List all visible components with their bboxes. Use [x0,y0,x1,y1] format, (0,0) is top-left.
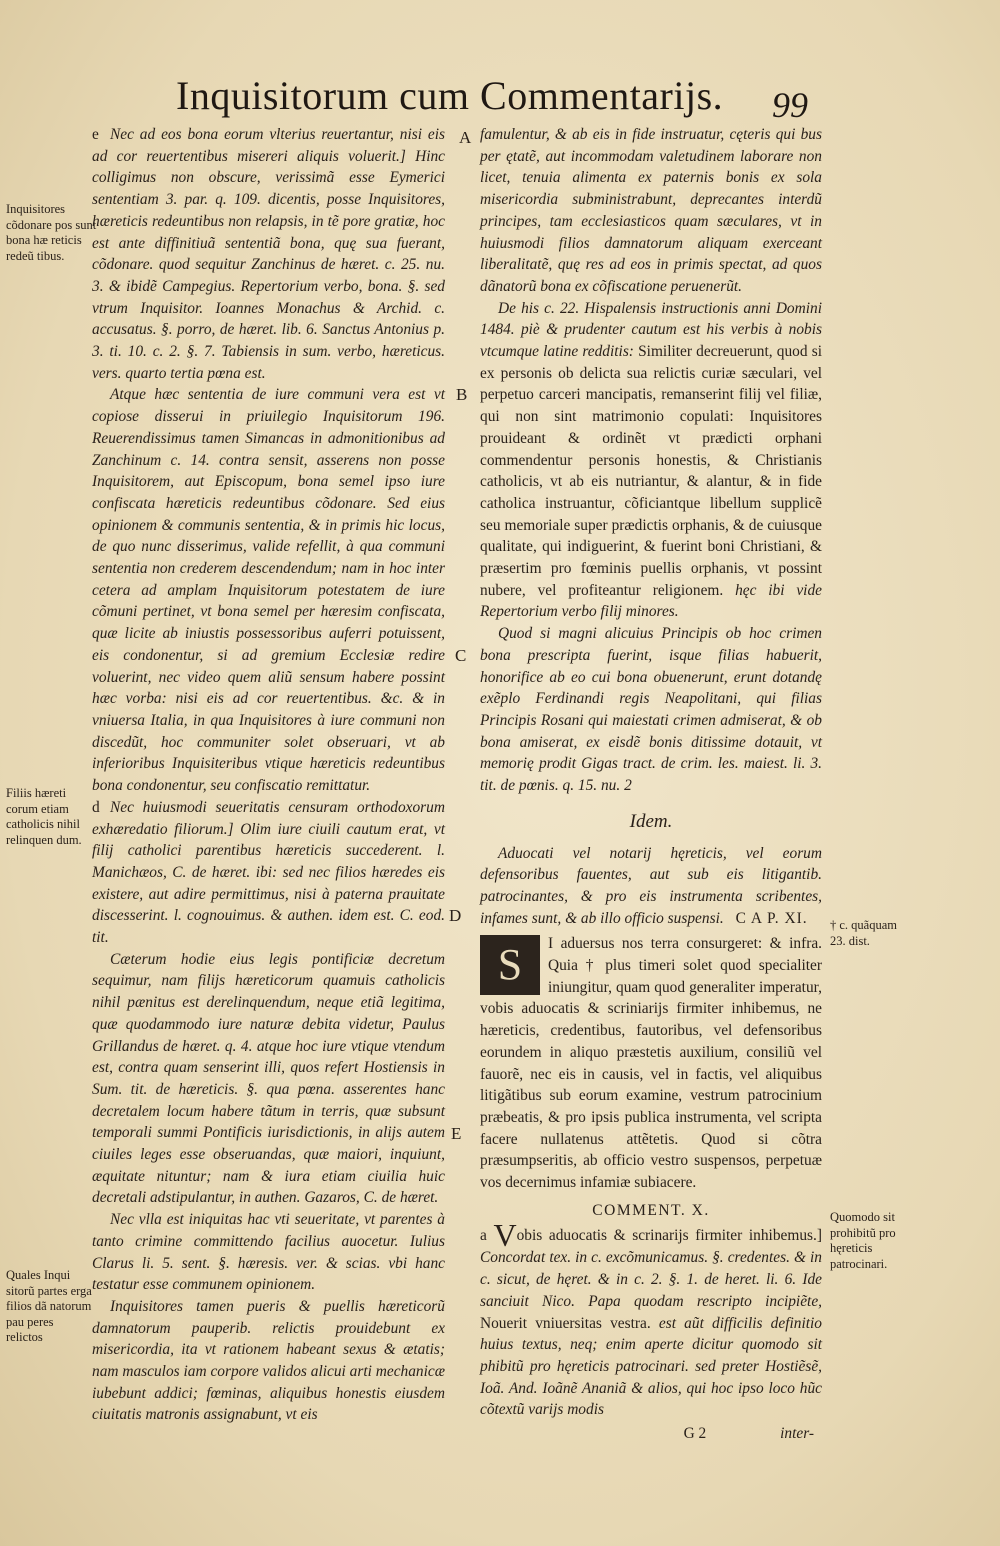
paragraph: Atque hæc sententia de iure communi vera est vt copiose disserui in priuilegio Inquisitorum 196. Reuerendissimus tamen Simancas in admonitionibus ad Zanchinum c. 14. contra sensit, asserens non posse Inquisitorem, aut Episcopum, bona semel ipso iure confiscata hæreticis redeuntibus cõdonare. Sed eius opinionem & communis sententia, & in primis hic locus, de quo nunc disserimus, valide refellit, à qua communi sententia non crederem descendendum; nam in hoc inter cetera ad amplam Inquisitorum potestatem de iure cõmuni pertinet, vt bona semel per hæresim confiscata, quæ licite ab iniustis possessoribus auferri potuissent, eis condonentur, si ad gremium Ecclesiæ redire voluerint, nec video quem aliũ sensum habere possint hæc vorba: nisi eis ad cor reuertentibus. &c. & in vniuersa Italia, in qua Inquisitores à iure communi non discedũt, hoc communiter solet obseruari, vt ab inferioribus Inquisiteribus vtique hæreticis redeuntibus bona condonentur, seu confiscatio remittatur. [92,386,445,795]
margin-note-left-3: Quales Inqui sitorũ partes erga filios dã natorum pau peres relictos [6,1268,92,1344]
left-column [92,124,445,1426]
margin-note-left-1: Inquisitores cõdonare pos sunt bona hæ reticis redeũ tibus. [6,202,97,263]
section-letter-c: C [455,646,467,665]
paragraph: famulentur, & ab eis in fide instruatur, cęteris qui bus per ętatẽ, aut incommodam valetudinem laborare non licet, tenuia alimenta ex paternis bonis ex sola misericordia subministrabunt, deprecantes interdũ principes, tam ecclesiasticos quam sæculares, vt in huiusmodi filios damnatorum aliquam exerceant liberalitatẽ, quę res ad eos in primis spectat, ad quos dãnatorũ bona ex cõfiscatione peruenerũt. [480,126,822,295]
section-letter-b: B [456,385,468,404]
section-letter-e: E [451,1124,462,1143]
signature-mark: G 2 [683,1425,707,1443]
paragraph: Cæterum hodie eius legis pontificiæ decretum sequimur, nam filijs hæreticorum quamuis catholicis nihil pænitus est derelinquendum, neque etiã legitima, quæ quodammodo iure naturæ debita videtur, Paulus Grillandus de hæret. q. 4. atque hoc iure vtique vtendum est, contra quam senserint illi, quos refert Hostiensis in Sum. tit. de hæreticis. §. qua pœna. asserentes hanc decretalem locum habere tãtum in terris, quæ subsunt temporali summi Pontificis iurisdictionis, in alijs autem ciuiles leges esse obseruandas, quæ maiori, inquiunt, æquitate nituntur; nam & iura etiam ciuilia huic decretali adstipulantur, in authen. Gazaros, C. de hæret. [92,950,445,1207]
right-column [480,124,822,1445]
running-title: Inquisitorum cum Commentarijs. [176,73,724,118]
paragraph: De his c. 22. Hispalensis instructionis anni Domini 1484. piè & prudenter cautum est his verbis à nobis vtcumque latine redditis: Similiter decreuerunt, quod si ex personis ob delicta sua relictis curiæ sæculari, vel perpetuo carceri mancipatis, remanserint filij vel filiæ, qui non sint matrimonio copulati: Inquisitores prouideant & ordinẽt vt prædicti orphani commendentur personis honestis, & Christianis catholicis, vt ab eis nutriantur, & alantur, & in fide catholica instruantur, cõficiantque libellum supplicẽ seu memoriale super prædictis orphanis, & de cuiusque qualitate, qui indiguerint, & fuerint boni Christiani, & præsertim pro fœminis puellis orphanis, vt possint nubere, vel profiteantur religionem. hęc ibi vide Repertorium verbo filij minores. [480,299,822,621]
chapter-summary: Aduocati vel notarij hęreticis, vel eorum defensoribus fauentes, aut sub eis litigantib. patrocinantes, & pro eis instrumenta scribentes, infames sunt, & ab illo officio suspensi. C A P. XI. [480,844,822,927]
page-footer [480,1423,822,1445]
paragraph: Inquisitores tamen pueris & puellis hæreticorũ damnatorum pauperib. relictis prouidebunt ex misericordia, ita vt rationem habeant sexus & ætatis; nam masculos iam corpore validos alicui arti mechanicæ iubebunt addici; fœminas, aliquibus honestis eiusdem ciuitatis matronis assignabunt, vt eis [92,1297,445,1424]
paragraph: e Nec ad eos bona eorum vlterius reuertantur, nisi eis ad cor reuertentibus misereri aliquis voluerit.] Hinc colligimus non obscure, verissimã esse Eymerici sententiam 3. par. q. 109. dicentis, posse Inquisitores, hæreticis redeuntibus non relapsis, in tẽ pore gratiæ, hoc est ante diffinitiuã sententiã bona, quę sua fuerant, cõdonare. quod sequitur Zanchinus de hæret. c. 25. nu. 3. & ibidẽ Campegius. Repertorium verbo, bona. §. sed vtrum Inquisitor. Ioannes Monachus & Archid. c. accusatus. §. porro, de hæret. lib. 6. Sanctus Antonius p. 3. ti. 10. c. 2. §. 7. Tabiensis in sum. verbo, hæreticus. vers. quarto tertia pœna est. [92,126,445,382]
paragraph: Nec vlla est iniquitas hac vti seueritate, vt parentes à tanto crimine committendo facilius auocetur. Iulius Clarus li. 5. sent. §. hæresis. ver. & scias. vbi hanc testatur esse communem opinionem. [92,1211,445,1294]
comment-text: a Vobis aduocatis & scrinarijs firmiter inhibemus.] Concordat tex. in c. excõmunicamus. §. credentes. & in c. sicut, de hęret. & in c. 2. §. 1. de heret. li. 6. Ide sanciuit Nico. Papa quodam rescripto incipiẽte, Nouerit vniuersitas vestra. est aũt difficilis definitio huius textus, neq; enim aperte dicitur quomodo sit phibitũ pro hęreticis patrocinari. sed preter Hostiẽsẽ, Ioã. And. Ioãnẽ Ananiã & alios, qui hoc ipso loco hũc cõtextũ varijs modis [480,1217,822,1419]
decorated-initial: S [480,935,540,995]
note-marker: d [92,798,100,816]
section-heading: Idem. [629,810,673,832]
section-letter-d: D [449,906,462,925]
chapter-text: S I aduersus nos terra consurgeret: & infra. Quia † plus timeri solet quod specialiter iniungitur, quam quod generaliter imperatur, vobis aduocatis & scriniarijs firmiter inhibemus, ne hæreticis, credentibus, fautoribus, vel defensoribus eorundem in aliquo præstetis auxilium, consiliũ vel fauorẽ, nec eis in causis, vel in factis, vel aliquibus litigãtibus sub eorum examine, vestrum patrocinium præbeatis, & pro ipsis publica instrumenta, vel scripta facere nullatenus attẽtetis. Quod si cõtra præsumpseritis, ab officio vestro suspensos, perpetuæ vos decernimus infamiæ subiacere. [480,935,822,1192]
section-letter-a: A [459,128,472,147]
comment-heading: COMMENT. X. [592,1201,710,1219]
paragraph: d Nec huiusmodi seueritatis censuram orthodoxorum exhæredatio filiorum.] Olim iure ciuili cautum erat, vt filij catholici parentibus hæreticis succederent. l. Manichæos, C. de hæret. ibi: sed nec filios hæredes eis existere, aut adire permittimus, nisi à paterna prauitate discesserint. l. cognouimus. & authen. idem est. C. eod. tit. [92,798,445,947]
paragraph: Quod si magni alicuius Principis ob hoc crimen bona prescripta fuerint, isque filias habuerit, honorifice ab eo cui bona obuenerunt, erunt dotandę exẽplo Ferdinandi regis Neapolitani, qui filias Principis Rosani qui maiestati crimen admiserat, & ob bona amiserat, ex eisdẽ bonis ditissime dotauit, vt memorię prodit Gigas tract. de crim. les. maiest. li. 3. tit. de pœnis. q. 15. nu. 2 [480,625,822,795]
note-marker: a [480,1227,487,1245]
page-number: 99 [772,85,808,125]
margin-note-left-2: Filiis hæreti corum etiam catholicis nihil relinquen dum. [6,786,82,847]
note-marker: e [92,126,99,143]
catchword: inter- [780,1425,814,1443]
initial-v: V [493,1217,517,1254]
chapter-number: C A P. XI. [735,909,808,927]
margin-note-right-2: Quomodo sit prohibitũ pro hęreticis patrocinari. [830,1210,896,1271]
margin-note-right-1: † c. quãquam 23. dist. [830,918,897,948]
